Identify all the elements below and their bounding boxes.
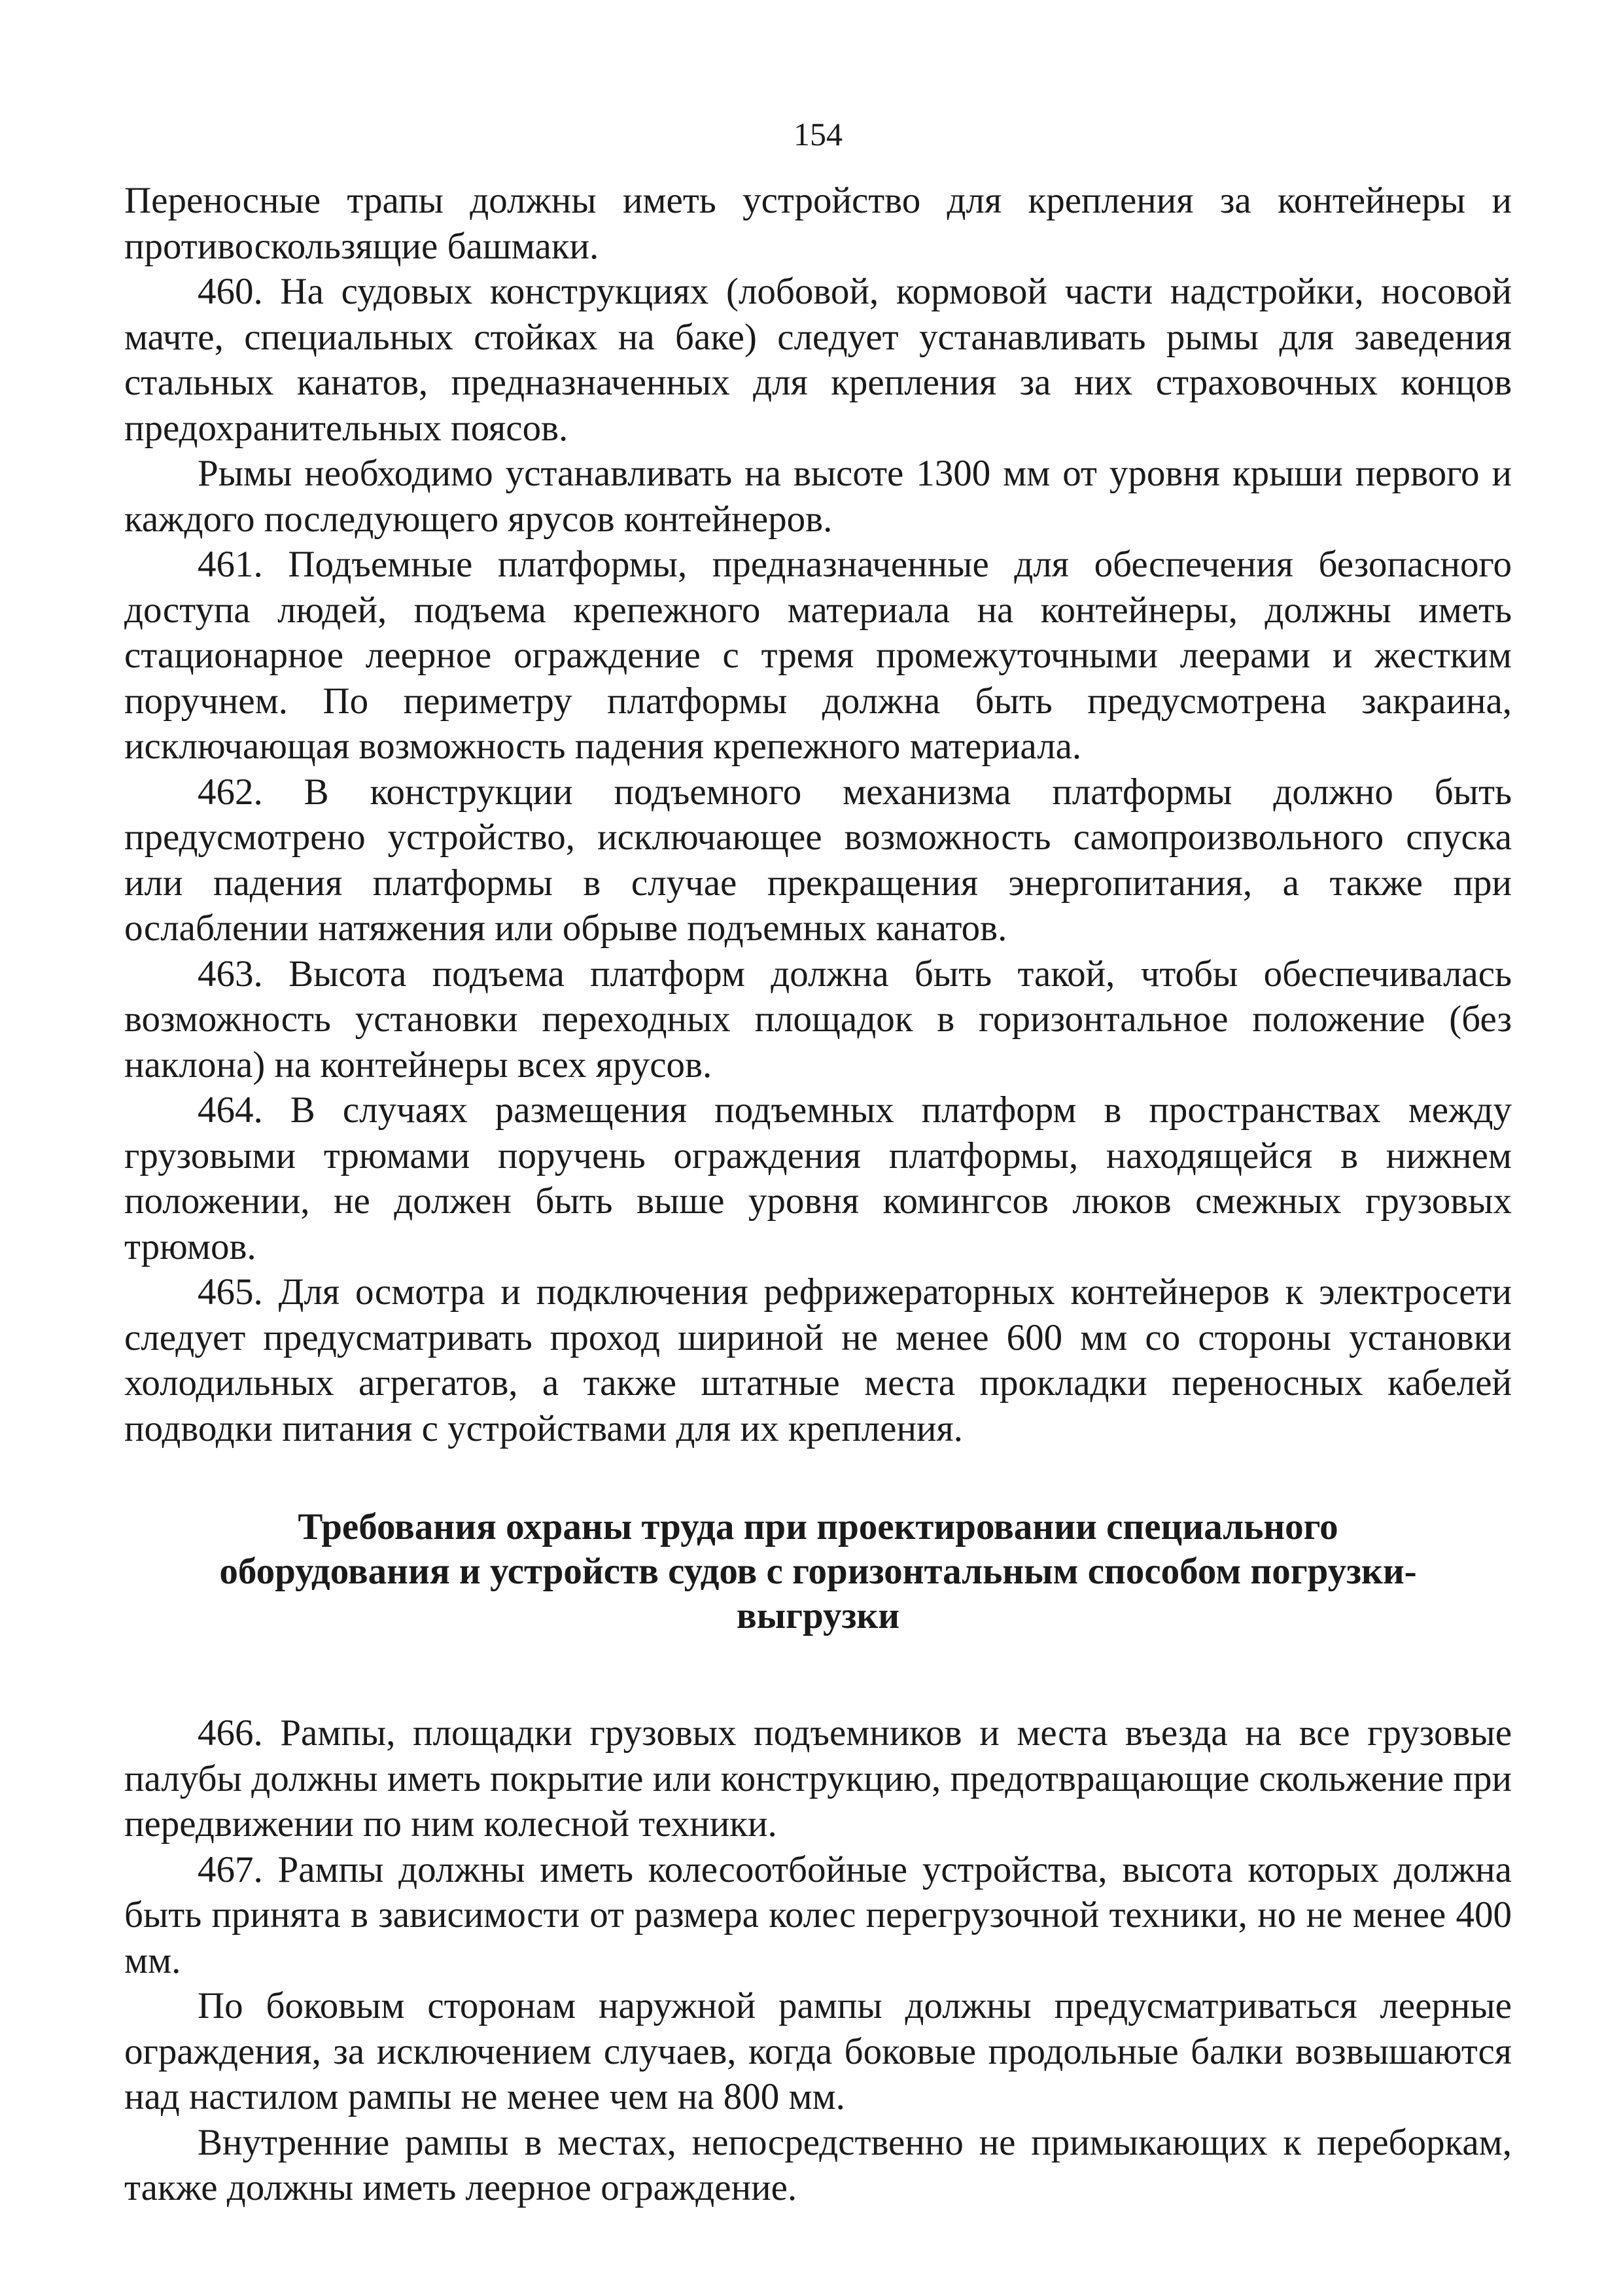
- paragraph-460: 460. На судовых конструкциях (лобовой, кормовой части надстройки, носовой мачте, специальных стойках на баке) следует устанавливать рымы для заведения стальных канатов, предназначенных для крепления за них страховочных концов предохранительных поясов.: [124, 271, 1512, 449]
- text-block-top: [124, 178, 1512, 1451]
- paragraph-465: 465. Для осмотра и подключения рефрижераторных контейнеров к электросети следует предусматривать проход шириной не менее 600 мм со стороны установки холодильных агрегатов, а также штатные места прокладки переносных кабелей подводки питания с устройствами для их крепления.: [124, 1271, 1512, 1449]
- paragraph-rings-height: Рымы необходимо устанавливать на высоте 1300 мм от уровня крыши первого и каждого последующего ярусов контейнеров.: [124, 453, 1512, 540]
- section-heading-line-2: оборудования и устройств судов с горизонтальным способом погрузки-: [219, 1551, 1417, 1592]
- section-heading-line-1: Требования охраны труда при проектировании специального: [298, 1506, 1338, 1547]
- paragraph-464: 464. В случаях размещения подъемных платформ в пространствах между грузовыми трюмами поручень ограждения платформы, находящейся в нижнем положении, не должен быть выше уровня комингсов люков смежных грузовых трюмов.: [124, 1089, 1512, 1267]
- paragraph-side-railings: По боковым сторонам наружной рампы должны предусматриваться леерные ограждения, за исключением случаев, когда боковые продольные балки возвышаются над настилом рампы не менее чем на 800 мм.: [124, 1985, 1512, 2117]
- text-block-bottom: [124, 1710, 1512, 2211]
- paragraph-467: 467. Рампы должны иметь колесоотбойные устройства, высота которых должна быть принята в зависимости от размера колес перегрузочной техники, но не менее 400 мм.: [124, 1848, 1512, 1981]
- page-number: 154: [794, 116, 843, 152]
- section-heading-line-3: выгрузки: [736, 1595, 900, 1636]
- paragraph-461: 461. Подъемные платформы, предназначенные для обеспечения безопасного доступа людей, подъема крепежного материала на контейнеры, должны иметь стационарное леерное ограждение с тремя промежуточными леерами и жестким поручнем. По периметру платформы должна быть предусмотрена закраина, исключающая возможность падения крепежного материала.: [124, 544, 1512, 767]
- paragraph-462: 462. В конструкции подъемного механизма платформы должно быть предусмотрено устройство, исключающее возможность самопроизвольного спуска или падения платформы в случае прекращения энергопитания, а также при ослаблении натяжения или обрыве подъемных канатов.: [124, 771, 1512, 949]
- section-heading: [164, 1505, 1473, 1638]
- paragraph-463: 463. Высота подъема платформ должна быть такой, чтобы обеспечивалась возможность установки переходных площадок в горизонтальное положение (без наклона) на контейнеры всех ярусов.: [124, 953, 1512, 1086]
- paragraph-internal-ramps: Внутренние рампы в местах, непосредственно не примыкающих к переборкам, также должны иметь леерное ограждение.: [124, 2121, 1512, 2208]
- paragraph-ladders: Переносные трапы должны иметь устройство для крепления за контейнеры и противоскользящие башмаки.: [124, 180, 1512, 267]
- paragraph-466: 466. Рампы, площадки грузовых подъемников и места въезда на все грузовые палубы должны иметь покрытие или конструкцию, предотвращающие скольжение при передвижении по ним колесной техники.: [124, 1712, 1512, 1845]
